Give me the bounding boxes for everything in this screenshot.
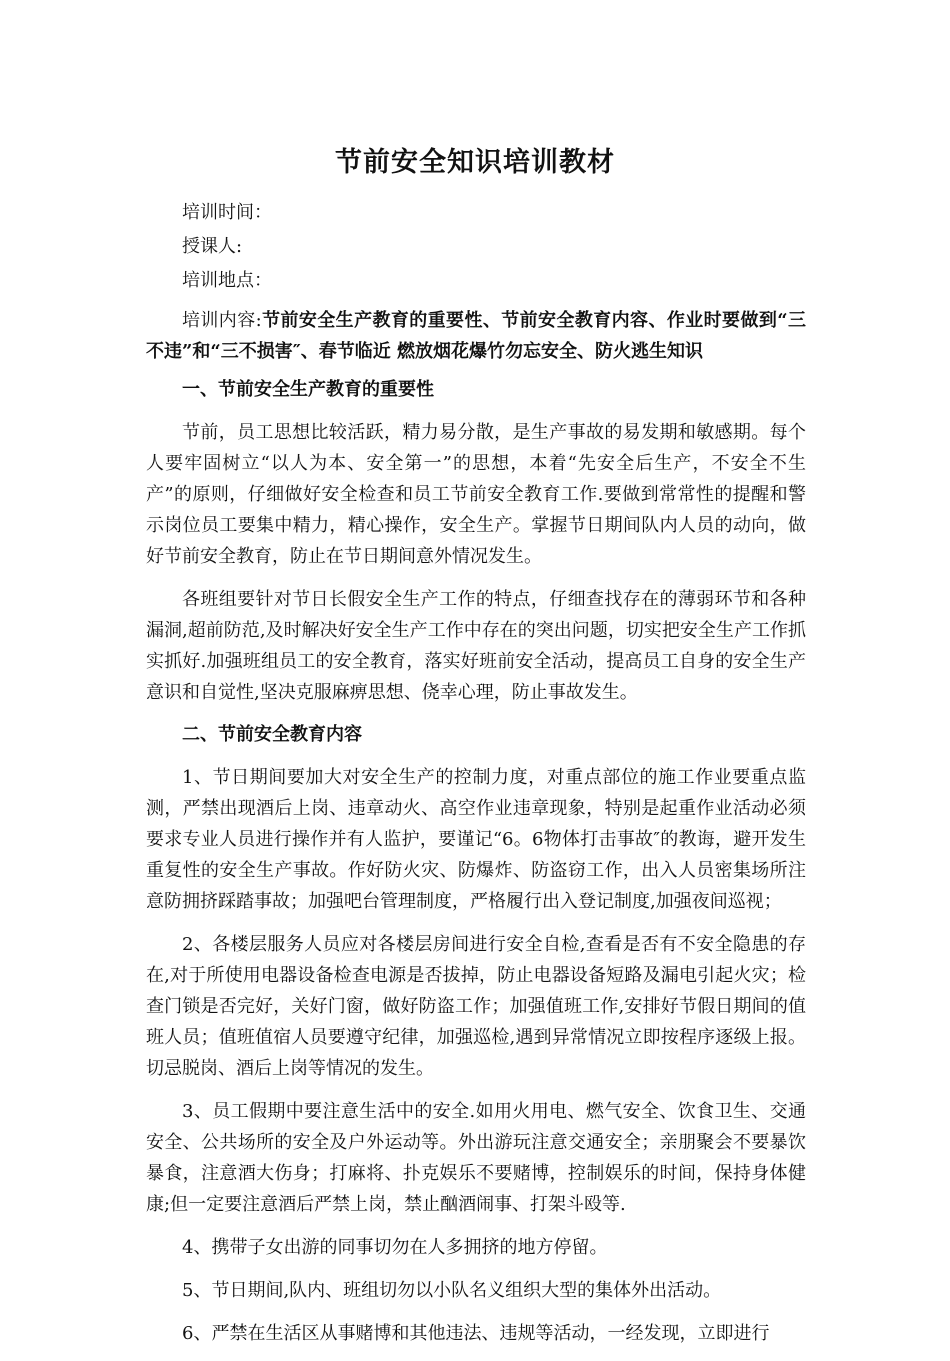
training-meta [146,196,806,298]
education-item-4: 4、携带子女出游的同事切勿在人多拥挤的地方停留。 [182,1237,608,1258]
paragraph-importance-1: 节前，员工思想比较活跃，精力易分散，是生产事故的易发期和敏感期。每个人要牢固树立“以人为本、安全第一”的思想，本着“先安全后生产，不安全不生产”的原则，仔细做好安全检查和员工节前安全教育工作.要做到常常性的提醒和警示岗位员工要集中精力，精心操作，安全生产。掌握节日期间队内人员的动向，做好节前安全教育，防止在节日期间意外情况发生。 [146,422,806,567]
teacher-label: 授课人: [182,236,243,257]
education-item-2: 2、各楼层服务人员应对各楼层房间进行安全自检,查看是否有不安全隐患的存在,对于所使用电器设备检查电源是否拔掉，防止电器设备短路及漏电引起火灾；检查门锁是否完好，关好门窗，做好防盗工作；加强值班工作,安排好节假日期间的值班人员；值班值宿人员要遵守纪律，加强巡检,遇到异常情况立即按程序逐级上报。切忌脱岗、酒后上岗等情况的发生。 [146,934,806,1079]
training-content-label: 培训内容: [182,310,262,331]
training-content-text: 节前安全生产教育的重要性、节前安全教育内容、作业时要做到“三不违”和“三不损害″、春节临近 燃放烟花爆竹勿忘安全、防火逃生知识 [146,310,806,362]
document-body [146,196,806,1361]
document-title: 节前安全知识培训教材 [335,147,615,178]
education-item-5: 5、节日期间,队内、班组切勿以小队名义组织大型的集体外出活动。 [182,1280,722,1301]
section-heading-importance: 一、节前安全生产教育的重要性 [182,379,434,400]
education-item-3: 3、员工假期中要注意生活中的安全.如用火用电、燃气安全、饮食卫生、交通安全、公共场所的安全及户外运动等。外出游玩注意交通安全；亲朋聚会不要暴饮暴食，注意酒大伤身；打麻将、扑克娱乐不要赌博，控制娱乐的时间，保持身体健康;但一定要注意酒后严禁上岗，禁止酗酒闹事、打架斗殴等. [146,1101,806,1215]
section-heading-education-content: 二、节前安全教育内容 [182,724,362,745]
education-item-6: 6、严禁在生活区从事赌博和其他违法、违规等活动，一经发现，立即进行 [182,1323,770,1344]
training-place-label: 培训地点： [182,270,272,291]
education-item-1: 1、节日期间要加大对安全生产的控制力度，对重点部位的施工作业要重点监测，严禁出现酒后上岗、违章动火、高空作业违章现象，特别是起重作业活动必须要求专业人员进行操作并有人监护，要谨记“6。6物体打击事故″的教诲，避开发生重复性的安全生产事故。作好防火灾、防爆炸、防盗窃工作，出入人员密集场所注意防拥挤踩踏事故；加强吧台管理制度，严格履行出入登记制度,加强夜间巡视； [146,767,806,912]
paragraph-importance-2: 各班组要针对节日长假安全生产工作的特点，仔细查找存在的薄弱环节和各种漏洞,超前防范,及时解决好安全生产工作中存在的突出问题，切实把安全生产工作抓实抓好.加强班组员工的安全教育，落实好班前安全活动，提高员工自身的安全生产意识和自觉性,坚决克服麻痹思想、侥幸心理，防止事故发生。 [146,589,806,703]
training-content [146,305,806,367]
training-time-label: 培训时间： [182,202,272,223]
